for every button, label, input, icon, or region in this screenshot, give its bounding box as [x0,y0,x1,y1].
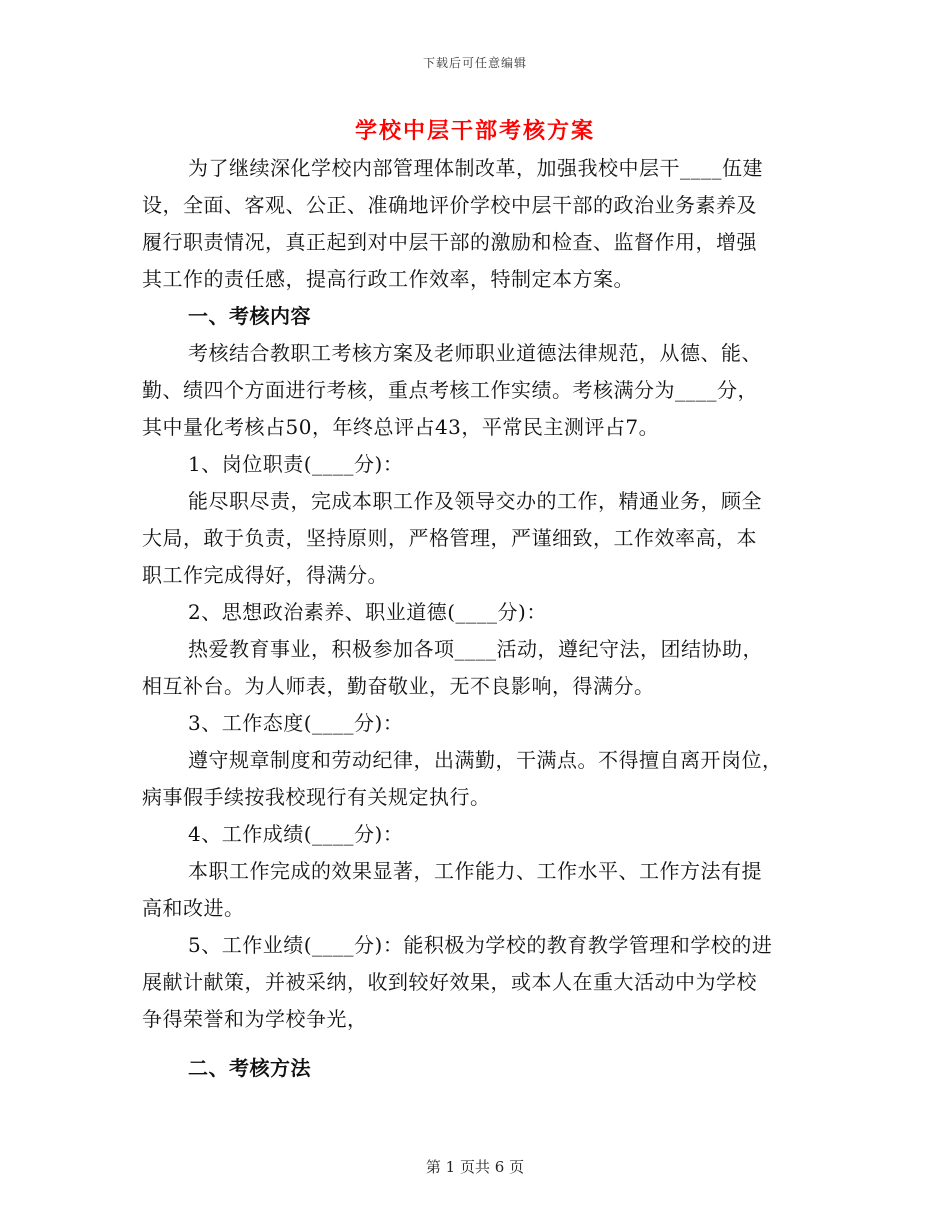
item-heading-ethics: 2、思想政治素养、职业道德(____分)： [188,600,547,624]
intro-paragraph [142,150,810,298]
paragraph-line: 高和改进。 [142,896,245,920]
paragraph-line: 能尽职尽责，完成本职工作及领导交办的工作，精通业务，顾全 [188,489,762,513]
paragraph-line: 争得荣誉和为学校争光， [142,1007,368,1031]
paragraph-line: 其中量化考核占50，年终总评占43，平常民主测评占7。 [142,415,660,439]
item-heading-performance: 5、工作业绩(____分)：能积极为学校的教育教学管理和学校的进 [188,933,773,957]
item-heading-results: 4、工作成绩(____分)： [188,822,404,846]
paragraph-line: 遵守规章制度和劳动纪律，出满勤，干满点。不得擅自离开岗位， [188,748,783,772]
paragraph-line: 本职工作完成的效果显著，工作能力、工作水平、工作方法有提 [188,859,762,883]
header-note: 下载后可任意编辑 [422,56,527,70]
item-heading-post-duty: 1、岗位职责(____分)： [188,452,404,476]
section1-paragraph [142,335,810,446]
paragraph-line: 职工作完成得好，得满分。 [142,563,388,587]
paragraph-line: 相互补台。为人师表，勤奋敬业，无不良影响，得满分。 [142,674,655,698]
paragraph-line: 考核结合教职工考核方案及老师职业道德法律规范，从德、能、 [188,341,762,365]
paragraph-line: 设，全面、客观、公正、准确地评价学校中层干部的政治业务素养及 [142,193,757,217]
paragraph-line: 履行职责情况，真正起到对中层干部的激励和检查、监督作用，增强 [142,230,757,254]
paragraph-line: 病事假手续按我校现行有关规定执行。 [142,785,491,809]
document-body [142,150,810,1087]
page-footer: 第 1 页共 6 页 [425,1158,525,1176]
paragraph-line: 大局，敢于负责，坚持原则，严格管理，严谨细致，工作效率高，本 [142,526,757,550]
paragraph-line: 勤、绩四个方面进行考核，重点考核工作实绩。考核满分为____分， [142,378,758,402]
paragraph-line: 为了继续深化学校内部管理体制改革，加强我校中层干____伍建 [188,156,763,180]
paragraph-line: 展献计献策，并被采纳，收到较好效果，或本人在重大活动中为学校 [142,970,757,994]
document-title: 学校中层干部考核方案 [354,118,595,144]
section-heading-content: 一、考核内容 [188,304,311,328]
section-heading-method: 二、考核方法 [188,1056,311,1080]
paragraph-line: 其工作的责任感，提高行政工作效率，特制定本方案。 [142,267,634,291]
paragraph-line: 热爱教育事业，积极参加各项____活动，遵纪守法，团结协助， [188,637,763,661]
item-heading-attitude: 3、工作态度(____分)： [188,711,404,735]
